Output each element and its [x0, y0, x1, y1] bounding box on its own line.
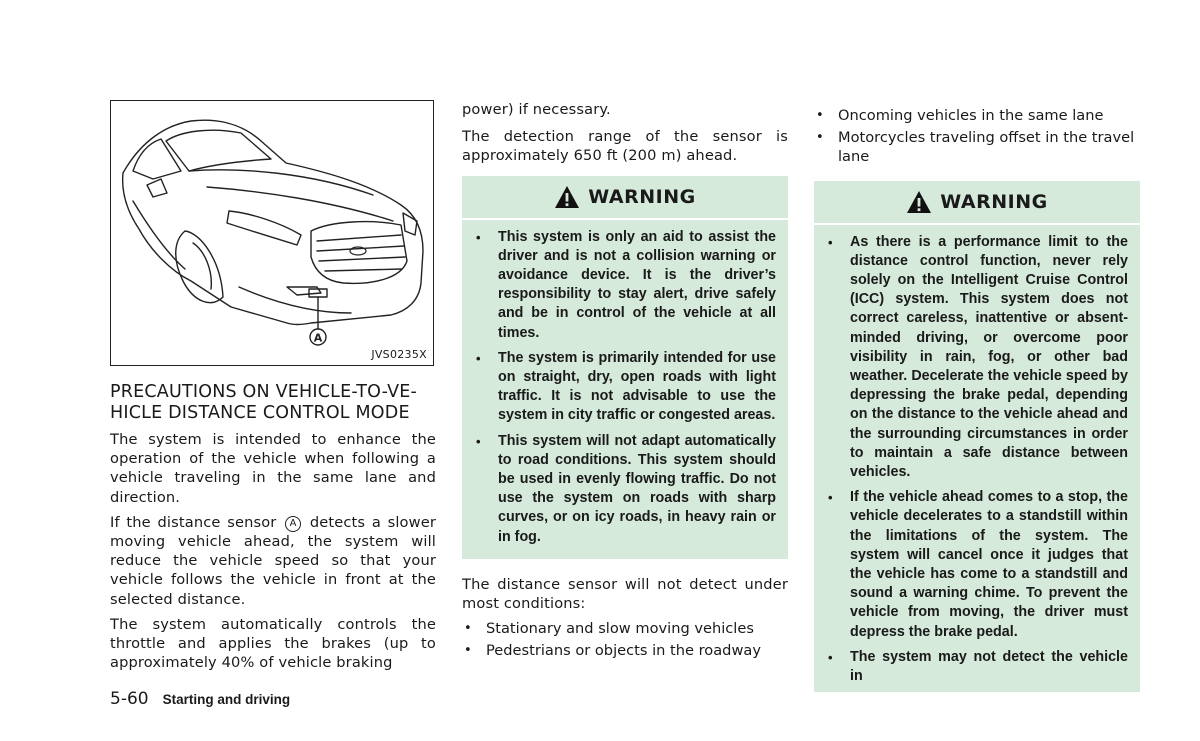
callout-a-marker: A	[285, 516, 301, 532]
list-item: • Oncoming vehicles in the same lane	[814, 106, 1140, 125]
figure-code: JVS0235X	[371, 348, 427, 361]
intro-paragraph: The system is intended to enhance the operation of the vehicle when following a vehicle traveling in the same lane and direction.	[110, 431, 436, 506]
sensor-paragraph	[110, 513, 436, 609]
not-detect-paragraph: The distance sensor will not detect under most conditions:	[462, 575, 788, 613]
section-heading	[110, 382, 436, 424]
heading-line-1: PRECAUTIONS ON VEHICLE-TO-VE-	[110, 382, 418, 402]
page-footer	[110, 689, 290, 709]
sensor-paragraph-end: detects a slower moving vehicle ahead, the system will reduce the vehicle speed so that your vehicle follows the vehicle in front at the selected distance.	[110, 513, 436, 608]
callout-a-label: A	[313, 331, 323, 345]
warning-triangle-icon	[554, 185, 580, 209]
heading-line-2: HICLE DISTANCE CONTROL MODE	[110, 403, 410, 423]
column-3	[814, 106, 1140, 692]
throttle-paragraph: The system automatically controls the throttle and applies the brakes (up to approximately 40% of vehicle braking	[110, 615, 436, 672]
page-number: 5-60	[110, 689, 149, 709]
section-title: Starting and driving	[162, 692, 291, 707]
warning-item: • The system may not detect the vehicle in	[826, 648, 1128, 686]
warning-triangle-icon	[906, 190, 932, 214]
car-front-drawing	[111, 101, 433, 365]
detection-range-paragraph: The detection range of the sensor is approximately 650 ft (200 m) ahead.	[462, 128, 788, 165]
column-2	[462, 100, 788, 664]
list-item: • Pedestrians or objects in the roadway	[462, 641, 788, 660]
warning-box-1	[462, 176, 788, 559]
warning-box-2	[814, 181, 1140, 693]
warning-item: • This system will not adapt automatically to road conditions. This system should be used in evenly flowing traffic. Do not use the system on roads with sharp curves, or on icy roads, in heavy rain or in fog.	[474, 432, 776, 547]
list-item: • Motorcycles traveling offset in the travel lane	[814, 128, 1140, 166]
warning-item: • The system is primarily intended for use on straight, dry, open roads with light traffic. It is not advisable to use the system in city traffic or congested areas.	[474, 349, 776, 426]
warning-title: WARNING	[940, 190, 1048, 213]
warning-header	[814, 181, 1140, 225]
not-detected-list-continued	[814, 106, 1140, 167]
column-1	[110, 100, 436, 678]
warning-header	[462, 176, 788, 220]
warning-list	[462, 220, 788, 559]
vehicle-illustration	[110, 100, 434, 366]
list-item: • Stationary and slow moving vehicles	[462, 619, 788, 638]
braking-continuation: power) if necessary.	[462, 101, 611, 118]
warning-list	[814, 225, 1140, 693]
sensor-paragraph-start: If the distance sensor	[110, 513, 277, 531]
warning-item: • If the vehicle ahead comes to a stop, the vehicle decelerates to a standstill within the limitations of the system. The system will cancel once it judges that the vehicle has come to a standstill and sound a warning chime. To prevent the vehicle from moving, the driver must depress the brake pedal.	[826, 488, 1128, 642]
warning-item: • As there is a performance limit to the distance control function, never rely solely on the Intelligent Cruise Control (ICC) system. This system does not correct careless, inattentive or absent-minded driving, or overcome poor visibility in rain, fog, or other bad weather. Decelerate the vehicle speed by depressing the brake pedal, depending on the distance to the vehicle ahead and the surrounding circumstances in order to maintain a safe distance between vehicles.	[826, 233, 1128, 483]
warning-item: • This system is only an aid to assist the driver and is not a collision warning or avoidance device. It is the driver’s responsibility to stay alert, drive safely and be in control of the vehicle at all times.	[474, 228, 776, 343]
not-detected-list	[462, 619, 788, 660]
warning-title: WARNING	[588, 185, 696, 208]
